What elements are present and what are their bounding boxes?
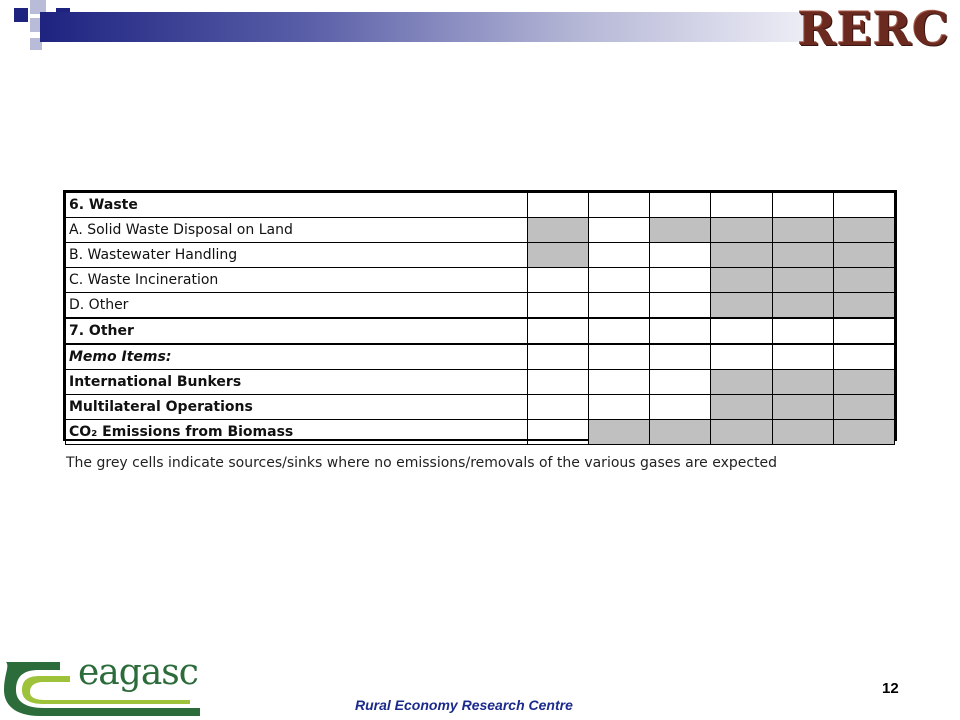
grey-cell <box>833 293 894 319</box>
data-cell <box>589 218 650 243</box>
grey-cell <box>650 420 711 445</box>
table-row <box>66 420 895 445</box>
grey-cell <box>833 268 894 293</box>
data-cell <box>650 193 711 218</box>
grey-cell <box>833 218 894 243</box>
data-cell <box>650 293 711 319</box>
grey-cell <box>772 395 833 420</box>
emissions-table <box>63 190 897 441</box>
page-number: 12 <box>882 680 899 697</box>
grey-cell <box>528 218 589 243</box>
grey-cell <box>711 268 772 293</box>
row-label: A. Solid Waste Disposal on Land <box>66 218 528 243</box>
grey-cell <box>711 218 772 243</box>
table-row <box>66 293 895 319</box>
grey-cell <box>589 420 650 445</box>
grey-cell <box>711 395 772 420</box>
data-cell <box>589 268 650 293</box>
data-cell <box>589 344 650 370</box>
grey-cell <box>528 243 589 268</box>
data-cell <box>589 293 650 319</box>
grey-cell <box>772 370 833 395</box>
data-cell <box>528 370 589 395</box>
row-label: B. Wastewater Handling <box>66 243 528 268</box>
table-footnote: The grey cells indicate sources/sinks where no emissions/removals of the various gases are expected <box>66 455 778 471</box>
grey-cell <box>772 293 833 319</box>
row-label: 7. Other <box>66 318 528 344</box>
row-label: International Bunkers <box>66 370 528 395</box>
data-cell <box>528 268 589 293</box>
table-row <box>66 268 895 293</box>
data-cell <box>589 243 650 268</box>
grey-cell <box>833 243 894 268</box>
teagasc-wordmark: eagasc <box>78 652 198 693</box>
data-cell <box>772 344 833 370</box>
data-cell <box>589 370 650 395</box>
header-gradient-band <box>40 12 810 42</box>
data-cell <box>589 193 650 218</box>
grey-cell <box>772 218 833 243</box>
grey-cell <box>711 420 772 445</box>
data-cell <box>589 395 650 420</box>
row-label: CO₂ Emissions from Biomass <box>66 420 528 445</box>
emissions-grid <box>65 192 895 445</box>
data-cell <box>833 318 894 344</box>
grey-cell <box>650 218 711 243</box>
data-cell <box>650 344 711 370</box>
data-cell <box>528 344 589 370</box>
row-label: C. Waste Incineration <box>66 268 528 293</box>
grey-cell <box>833 395 894 420</box>
data-cell <box>650 318 711 344</box>
data-cell <box>650 243 711 268</box>
data-cell <box>711 318 772 344</box>
table-row <box>66 193 895 218</box>
grey-cell <box>711 293 772 319</box>
row-label: D. Other <box>66 293 528 319</box>
grey-cell <box>772 268 833 293</box>
data-cell <box>711 344 772 370</box>
data-cell <box>528 395 589 420</box>
table-row <box>66 395 895 420</box>
grey-cell <box>772 243 833 268</box>
data-cell <box>772 193 833 218</box>
grey-cell <box>833 420 894 445</box>
data-cell <box>833 344 894 370</box>
data-cell <box>528 420 589 445</box>
data-cell <box>528 193 589 218</box>
row-label: 6. Waste <box>66 193 528 218</box>
row-label: Multilateral Operations <box>66 395 528 420</box>
data-cell <box>528 318 589 344</box>
data-cell <box>772 318 833 344</box>
data-cell <box>650 268 711 293</box>
grey-cell <box>772 420 833 445</box>
table-row <box>66 218 895 243</box>
rerc-logo: RERC <box>797 2 950 56</box>
table-row <box>66 243 895 268</box>
data-cell <box>650 370 711 395</box>
data-cell <box>589 318 650 344</box>
footer-caption: Rural Economy Research Centre <box>355 697 573 713</box>
data-cell <box>528 293 589 319</box>
data-cell <box>650 395 711 420</box>
table-row <box>66 344 895 370</box>
data-cell <box>711 193 772 218</box>
data-cell <box>833 193 894 218</box>
row-label: Memo Items: <box>66 344 528 370</box>
grey-cell <box>833 370 894 395</box>
grey-cell <box>711 370 772 395</box>
grey-cell <box>711 243 772 268</box>
table-row <box>66 318 895 344</box>
table-row <box>66 370 895 395</box>
